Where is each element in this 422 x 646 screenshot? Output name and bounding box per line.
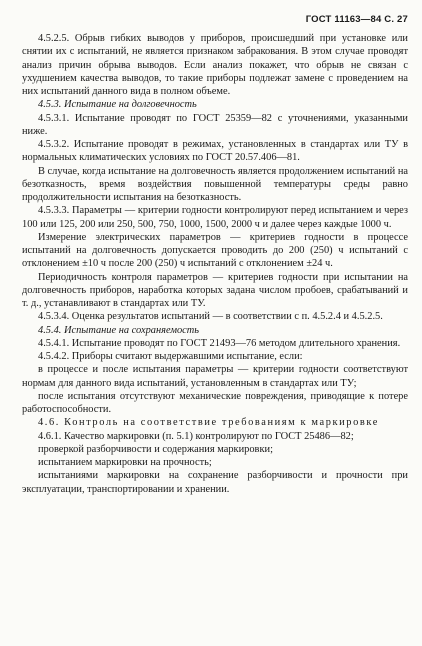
paragraph: в процессе и после испытания параметры — критерии годности соответствуют нормам для данного вида испытаний, установленным в стандартах или ТУ;: [22, 364, 408, 389]
paragraph: 4.5.4.1. Испытание проводят по ГОСТ 21493—76 методом длительного хранения.: [38, 337, 401, 349]
section-heading: 4.5.3. Испытание на долговечность: [38, 99, 197, 111]
page-header: ГОСТ 11163—84 С. 27: [305, 14, 408, 25]
paragraph: 4.5.4.2. Приборы считают выдержавшими испытание, если:: [38, 351, 303, 362]
paragraph: Периодичность контроля параметров — критериев годности при испытании на долговечность приборов, наработка которых задана числом пробоев, срабатываний и т. д., устанавливают в стандартах или ТУ.: [22, 271, 408, 309]
paragraph: 4.6.1. Качество маркировки (п. 5.1) контролируют по ГОСТ 25486—82;: [38, 430, 354, 442]
paragraph: 4.5.3.3. Параметры — критерии годности контролируют перед испытанием и через 100 или 125, 200 или 250, 500, 750, 1000, 1500, 2000 ч и далее через каждые 1000 ч.: [22, 205, 408, 230]
paragraph: 4.5.3.2. Испытание проводят в режимах, установленных в стандартах или ТУ в нормальных климатических условиях по ГОСТ 20.57.406—81.: [22, 139, 408, 164]
list-item: проверкой разборчивости и содержания маркировки;: [38, 443, 273, 455]
section-heading: 4.5.4. Испытание на сохраняемость: [38, 324, 200, 336]
section-heading: 4.6. Контроль на соответствие требованиям к маркировке: [38, 417, 379, 429]
list-item: испытанием маркировки на прочность;: [38, 457, 212, 468]
list-item: испытаниями маркировки на сохранение разборчивости и прочности при эксплуатации, транспортировании и хранении.: [22, 470, 408, 495]
paragraph: 4.5.3.1. Испытание проводят по ГОСТ 25359—82 с уточнениями, указанными ниже.: [22, 112, 408, 137]
paragraph: после испытания отсутствуют механические повреждения, приводящие к потере работоспособности.: [22, 390, 408, 415]
document-body: [22, 32, 408, 496]
paragraph: В случае, когда испытание на долговечность является продолжением испытаний на безотказность, время воздействия повышенной температуры среды равно продолжительности испытания на безотказность.: [22, 165, 408, 203]
paragraph: Измерение электрических параметров — критериев годности в процессе испытаний на долговечность допускается проводить до 200 (250) ч испытаний с отклонением ±10 ч после 200 (250) ч испытаний с отклонением ±24 ч.: [22, 231, 408, 270]
paragraph: 4.5.3.4. Оценка результатов испытаний — в соответствии с п. 4.5.2.4 и 4.5.2.5.: [38, 311, 383, 323]
paragraph: 4.5.2.5. Обрыв гибких выводов у приборов, происшедший при установке или снятии их с испытаний, не является признаком забракования. В этом случае проводят анализ причин обрыва выводов. Если анализ покажет, что обрыв не связан с ухудшением качества выводов, то такие приборы подлежат замене с проведением на них испытаний данного вида в полном объеме.: [22, 33, 408, 97]
